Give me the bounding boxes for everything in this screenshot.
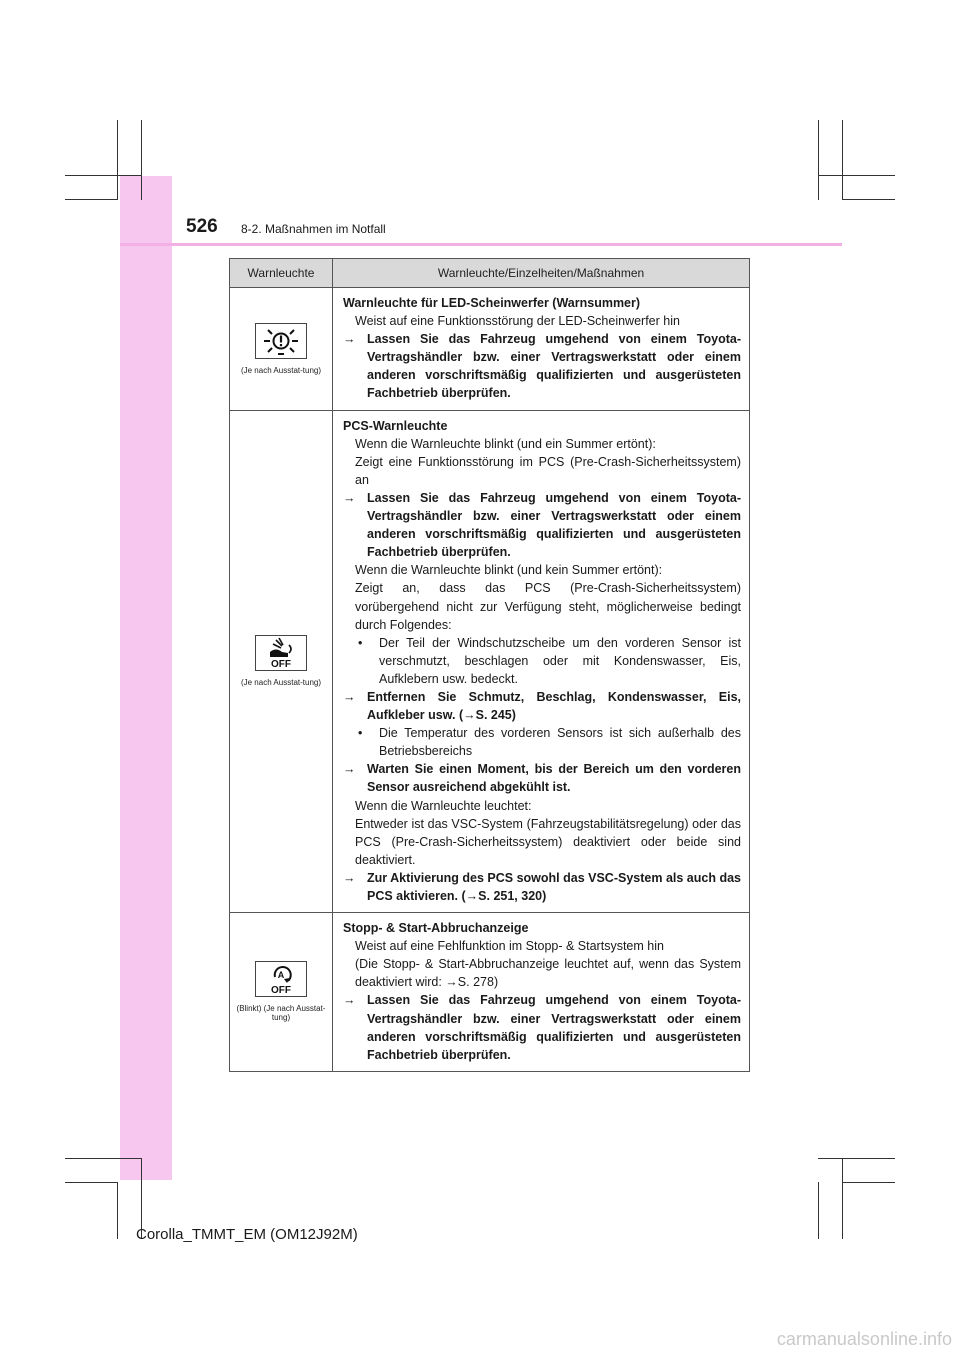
warning-light-cell <box>230 913 333 1072</box>
column-header: Warnleuchte <box>230 259 333 288</box>
bullet-text: Die Temperatur des vorderen Sensors ist sich außerhalb des Betriebsbereichs <box>379 726 741 759</box>
warning-light-table <box>229 258 750 1072</box>
page-reference[interactable]: (→S. 251, 320) <box>461 889 547 903</box>
arrow-icon: → <box>343 993 356 1008</box>
page-reference[interactable]: (→S. 245) <box>458 708 516 723</box>
table-row <box>230 913 750 1072</box>
bullet-item <box>343 724 741 760</box>
bullet-icon: • <box>358 635 363 650</box>
action-text: Warten Sie einen Moment, bis der Bereich um den vorderen Sensor ausreichend abgekühlt ist. <box>367 762 741 795</box>
detail-text: Wenn die Warnleuchte leuchtet: <box>355 798 532 813</box>
manual-code: Corolla_TMMT_EM (OM12J92M) <box>136 1226 358 1243</box>
detail-text: Weist auf eine Funktionsstörung der LED-Scheinwerfer hin <box>355 314 680 329</box>
crop-mark <box>65 199 118 200</box>
action-text: Lassen Sie das Fahrzeug umgehend von einem Toyota-Vertragshändler bzw. einer Vertragswerkstatt oder einem anderen vorschriftsmäßig qualifizierten und ausgerüsteten Fachbetrieb überprüfen. <box>367 332 741 401</box>
icon-caption: (Je nach Ausstat-tung) <box>240 365 322 375</box>
warning-light-cell <box>230 288 333 411</box>
svg-text:A: A <box>277 970 285 981</box>
crop-mark <box>842 1182 895 1183</box>
crop-mark <box>117 120 118 200</box>
detail-text: Wenn die Warnleuchte blinkt (und ein Summer ertönt): <box>355 436 656 451</box>
detail-text: Weist auf eine Fehlfunktion im Stopp- & Startsystem hin <box>355 939 664 954</box>
table-row <box>230 410 750 913</box>
crop-mark <box>818 1158 895 1159</box>
detail-text: (Die Stopp- & Start-Abbruchanzeige leuchtet auf, wenn das System deaktiviert wird: →S. 278) <box>355 957 741 990</box>
action-step <box>343 489 741 561</box>
details-cell <box>333 288 750 411</box>
crop-mark <box>65 175 142 176</box>
warning-title: Stopp- & Start-Abbruchanzeige <box>343 921 529 936</box>
details-cell <box>333 410 750 913</box>
crop-mark <box>818 175 895 176</box>
detail-text: Wenn die Warnleuchte blinkt (und kein Summer ertönt): <box>355 563 663 578</box>
action-text: Entfernen Sie Schmutz, Beschlag, Kondenswasser, Eis, Aufkleber usw. <box>367 689 741 723</box>
crop-mark <box>65 1182 118 1183</box>
watermark: carmanualsonline.info <box>776 1329 952 1349</box>
stop-start-off-icon <box>255 961 307 997</box>
detail-text: Entweder ist das VSC-System (Fahrzeugstabilitätsregelung) oder das PCS (Pre-Crash-Sicherheitssystem) deaktiviert oder beide sind deaktiviert. <box>355 816 741 867</box>
action-step <box>343 991 741 1063</box>
chapter-tab-strip <box>120 176 172 1180</box>
bullet-text: Der Teil der Windschutzscheibe um den vorderen Sensor ist verschmutzt, beschlagen oder mit Kondenswasser, Eis, Aufklebern usw. bedeckt. <box>379 635 741 686</box>
arrow-icon: → <box>343 689 356 704</box>
section-title: 8-2. Maßnahmen im Notfall <box>241 222 386 236</box>
arrow-icon: → <box>343 490 356 505</box>
action-text: Lassen Sie das Fahrzeug umgehend von einem Toyota-Vertragshändler bzw. einer Vertragswerkstatt oder einem anderen vorschriftsmäßig qualifizierten und ausgerüsteten Fachbetrieb überprüfen. <box>367 490 741 560</box>
crop-mark <box>117 1182 118 1239</box>
warning-title: Warnleuchte für LED-Scheinwerfer (Warnsummer) <box>343 296 641 310</box>
arrow-icon: → <box>343 870 356 885</box>
svg-text:OFF: OFF <box>271 985 291 997</box>
crop-mark <box>818 120 819 200</box>
column-header: Warnleuchte/Einzelheiten/Maßnahmen <box>333 259 750 288</box>
detail-text: Zeigt an, dass das PCS (Pre-Crash-Sicherheitssystem) vorübergehend nicht zur Verfügung steht, möglicherweise bedingt durch Folgendes: <box>355 581 741 632</box>
action-step <box>343 869 741 905</box>
crop-mark <box>65 1158 142 1159</box>
detail-text: Zeigt eine Funktionsstörung im PCS (Pre-Crash-Sicherheitssystem) an <box>355 454 741 487</box>
pcs-off-warning-icon <box>255 635 307 671</box>
icon-caption: (Je nach Ausstat-tung) <box>240 678 322 688</box>
crop-mark <box>141 120 142 200</box>
action-step <box>343 688 741 724</box>
table-header-row <box>230 259 750 288</box>
action-text: Zur Aktivierung des PCS sowohl das VSC-System als auch das PCS aktivieren. <box>367 870 741 903</box>
led-headlight-warning-icon <box>255 323 307 359</box>
header-rule <box>120 243 842 246</box>
icon-caption: (Blinkt) (Je nach Ausstat-tung) <box>236 1004 326 1023</box>
action-step <box>343 330 741 402</box>
crop-mark <box>842 1158 843 1239</box>
warning-title: PCS-Warnleuchte <box>343 418 448 433</box>
page-number: 526 <box>186 216 218 237</box>
crop-mark <box>842 199 895 200</box>
action-text: Lassen Sie das Fahrzeug umgehend von einem Toyota-Vertragshändler bzw. einer Vertragswerkstatt oder einem anderen vorschriftsmäßig qualifizierten und ausgerüsteten Fachbetrieb überprüfen. <box>367 993 741 1062</box>
svg-text:OFF: OFF <box>271 659 291 671</box>
action-step <box>343 760 741 796</box>
bullet-item <box>343 634 741 688</box>
crop-mark <box>818 1182 819 1239</box>
bullet-icon: • <box>358 726 363 741</box>
arrow-icon: → <box>343 762 356 777</box>
details-cell <box>333 913 750 1072</box>
table-row <box>230 288 750 411</box>
arrow-icon: → <box>343 332 356 347</box>
warning-light-cell <box>230 410 333 913</box>
crop-mark <box>842 120 843 200</box>
